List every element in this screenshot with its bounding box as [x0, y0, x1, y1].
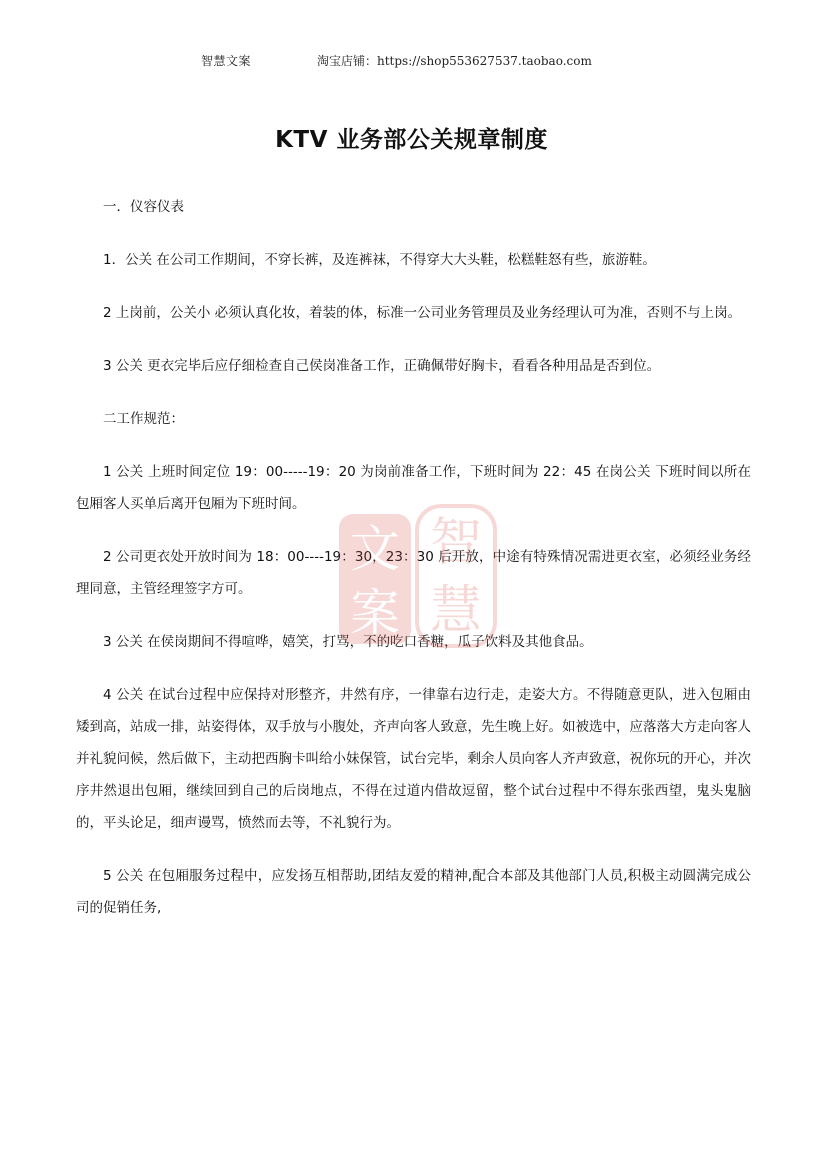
paragraph: 4 公关 在试台过程中应保持对形整齐，井然有序，一律靠右边行走，走姿大方。不得随意更队，进入包厢由矮到高，站成一排，站姿得体，双手放与小腹处，齐声向客人致意，先生晚上好。如被选中，应落落大方走向客人并礼貌问候，然后做下，主动把西胸卡叫给小妹保管，试台完毕，剩余人员向客人齐声致意，祝你玩的开心，并次序井然退出包厢，继续回到自己的后岗地点，不得在过道内借故逗留，整个试台过程中不得东张西望，鬼头鬼脑的，平头论足，细声谩骂，愤然而去等，不礼貌行为。 [76, 687, 751, 831]
seal-char-1: 文 [350, 520, 400, 578]
seal-char-3: 案 [350, 584, 400, 642]
section-heading-appearance: 一．仪容仪表 [103, 199, 184, 215]
document-body [76, 191, 751, 945]
paragraph: 2 上岗前，公关小 必须认真化妆，着装的体，标准一公司业务管理员及业务经理认可为准，否则不与上岗。 [103, 305, 742, 321]
seal-char-4: 慧 [429, 581, 483, 641]
paragraph: 3 公关 在侯岗期间不得喧哗，嬉笑，打骂，不的吃口香糖，瓜子饮料及其他食品。 [103, 634, 593, 650]
section-heading-work-rules: 二工作规范： [103, 411, 184, 427]
header-brand: 智慧文案 [201, 54, 252, 68]
paragraph: 3 公关 更衣完毕后应仔细检查自己侯岗准备工作，正确佩带好胸卡，看看各种用品是否到位。 [103, 358, 661, 374]
header-shop-url: 淘宝店铺：https://shop553627537.taobao.com [317, 54, 592, 68]
paragraph: 1 公关 上班时间定位 19：00-----19：20 为岗前准备工作，下班时间为 22：45 在岗公关 下班时间以所在包厢客人买单后离开包厢为下班时间。 [76, 464, 751, 512]
paragraph: 5 公关 在包厢服务过程中，应发扬互相帮助,团结友爱的精神,配合本部及其他部门人员,积极主动圆满完成公司的促销任务, [76, 868, 751, 916]
paragraph: 1．公关 在公司工作期间，不穿长裤，及连裤袜，不得穿大大头鞋，松糕鞋怒有些，旅游鞋。 [103, 252, 656, 268]
document-title: KTV 业务部公关规章制度 [275, 127, 548, 153]
page-header [0, 52, 823, 72]
seal-char-2: 智 [429, 513, 483, 573]
paragraph: 2 公司更衣处开放时间为 18：00----19：30，23：30 后开放，中途有特殊情况需进更衣室，必须经业务经理同意，主管经理签字方可。 [76, 549, 751, 597]
